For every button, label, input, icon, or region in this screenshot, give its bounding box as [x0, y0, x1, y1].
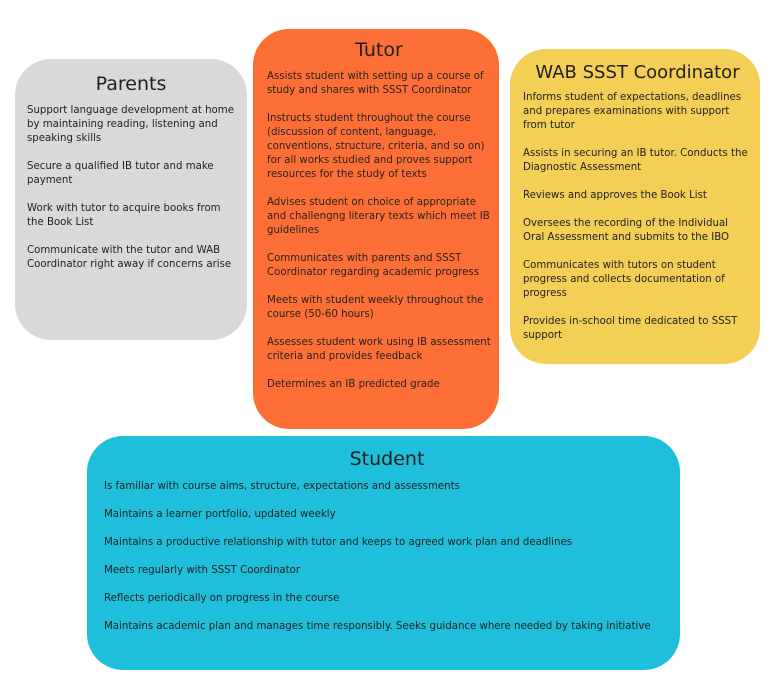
list-item: Maintains academic plan and manages time responsibly. Seeks guidance where needed by taking initiative: [104, 621, 651, 632]
coordinator-title: WAB SSST Coordinator: [535, 62, 740, 83]
list-item: Communicates with tutors on student progress and collects documentation of progress: [523, 260, 725, 299]
coordinator-box: [510, 49, 760, 364]
list-item: Communicate with the tutor and WAB Coordinator right away if concerns arise: [27, 245, 232, 270]
list-item: Maintains a learner portfolio, updated weekly: [104, 509, 336, 520]
list-item: Informs student of expectations, deadlines and prepares examinations with support from tutor: [523, 92, 742, 131]
tutor-title: Tutor: [355, 39, 403, 61]
list-item: Oversees the recording of the Individual Oral Assessment and submits to the IBO: [523, 218, 730, 243]
list-item: Work with tutor to acquire books from the Book List: [27, 203, 221, 228]
list-item: Determines an IB predicted grade: [267, 379, 440, 390]
tutor-list: [267, 70, 491, 392]
coordinator-list: [523, 91, 752, 343]
list-item: Communicates with parents and SSST Coordinator regarding academic progress: [267, 253, 480, 278]
list-item: Support language development at home by maintaining reading, listening and speaking skills: [27, 105, 234, 144]
student-list: [104, 480, 670, 634]
list-item: Assists student with setting up a course of study and shares with SSST Coordinator: [267, 71, 484, 96]
list-item: Advises student on choice of appropriate and challengng literary texts which meet IB guidelines: [267, 197, 490, 236]
parents-list: [27, 104, 235, 272]
list-item: Assists in securing an IB tutor. Conducts the Diagnostic Assessment: [523, 148, 748, 173]
list-item: Maintains a productive relationship with tutor and keeps to agreed work plan and deadlines: [104, 537, 573, 548]
tutor-box: [253, 29, 499, 429]
list-item: Meets regularly with SSST Coordinator: [104, 565, 301, 576]
list-item: Provides in-school time dedicated to SSST support: [523, 316, 738, 341]
list-item: Instructs student throughout the course (discussion of content, language, conventions, structure, criteria, and so on) for all works studied and proves support resources for the study of texts: [267, 113, 485, 180]
student-title: Student: [349, 448, 425, 470]
list-item: Reviews and approves the Book List: [523, 190, 707, 201]
list-item: Secure a qualified IB tutor and make payment: [27, 161, 214, 186]
parents-box: [15, 59, 247, 340]
list-item: Meets with student weekly throughout the course (50-60 hours): [267, 295, 484, 320]
list-item: Is familiar with course aims, structure, expectations and assessments: [104, 481, 460, 492]
list-item: Assesses student work using IB assessment criteria and provides feedback: [267, 337, 491, 362]
parents-title: Parents: [95, 73, 167, 95]
student-box: [87, 436, 680, 670]
list-item: Reflects periodically on progress in the course: [104, 593, 340, 604]
